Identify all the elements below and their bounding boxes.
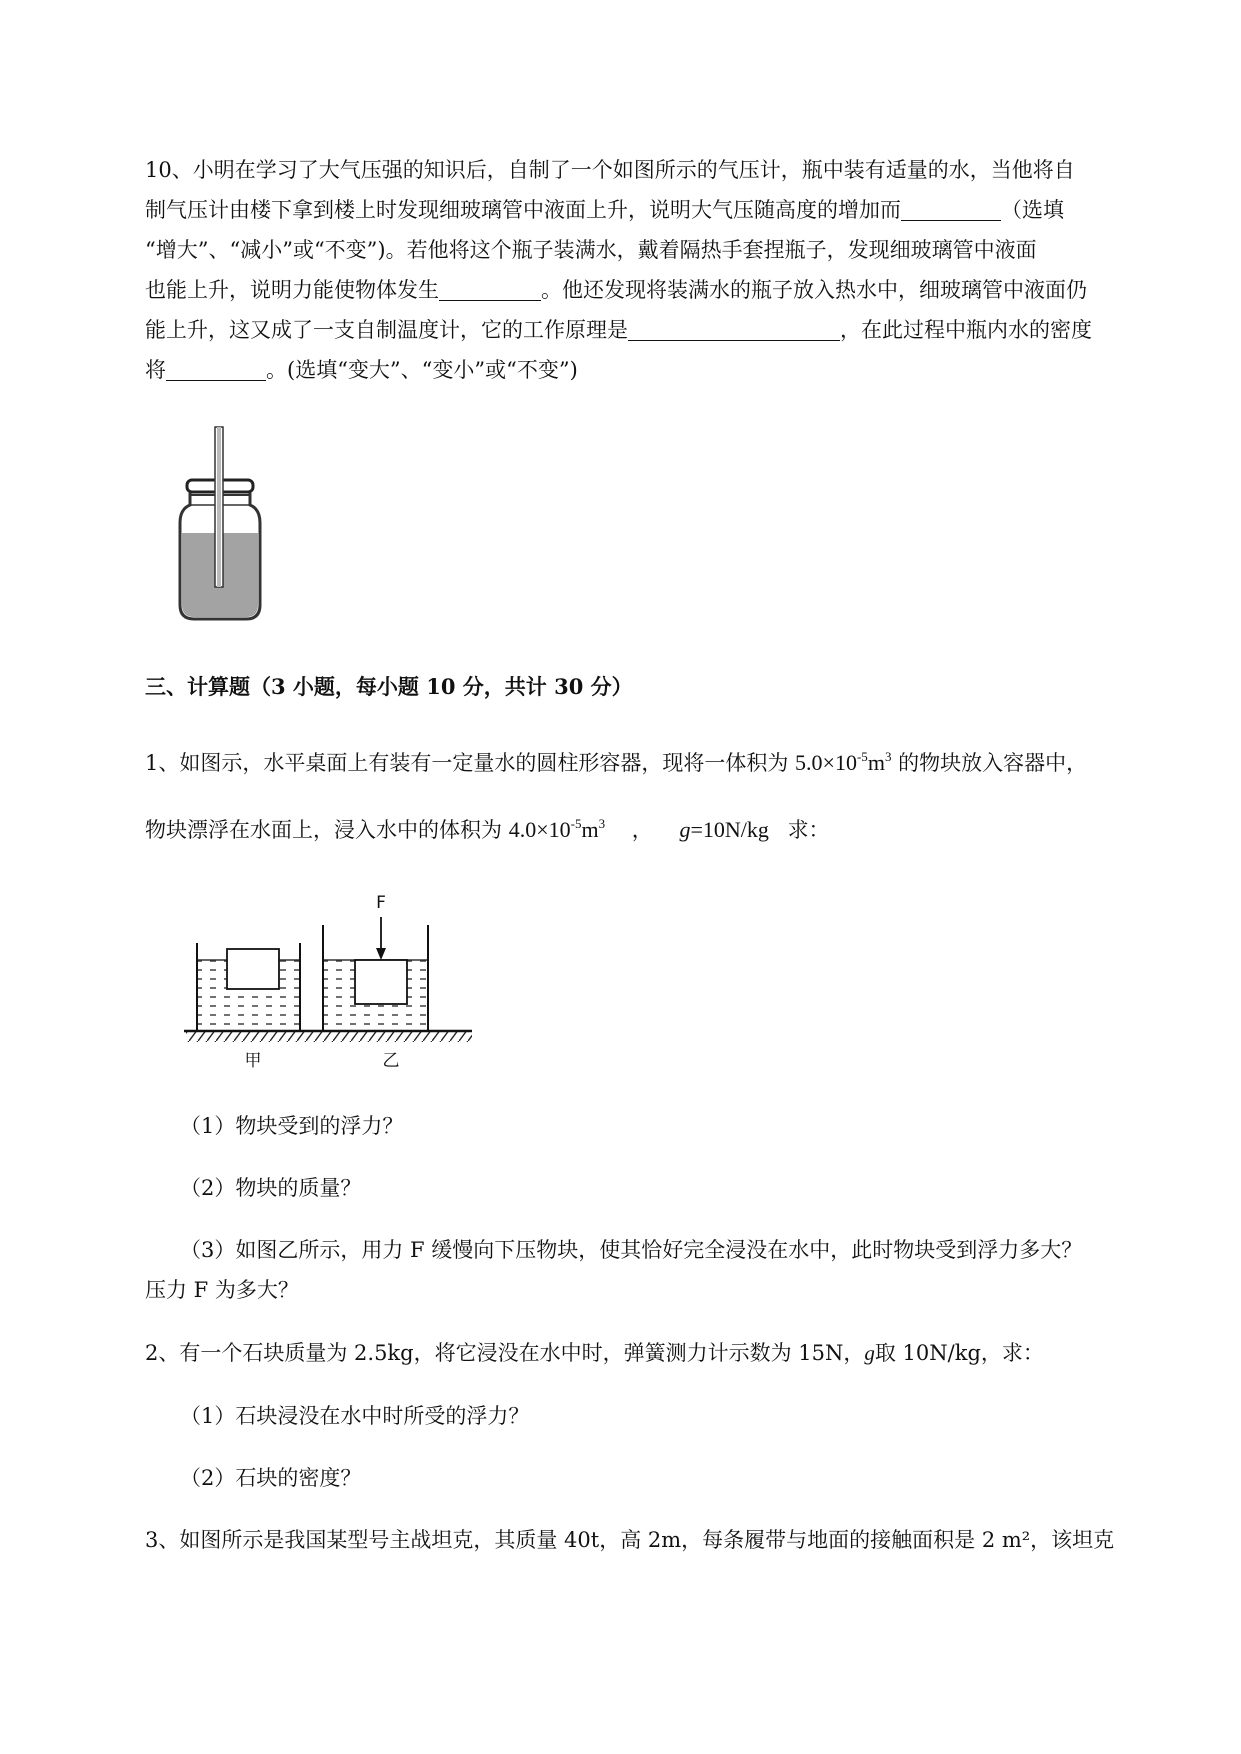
floating-block (227, 949, 279, 989)
section-heading: 三、计算题（3 小题，每小题 10 分，共计 30 分） (145, 674, 633, 699)
q10-line4-text: 也能上升，说明力能使物体发生 (145, 278, 439, 302)
q10-line4-text-end: 。他还发现将装满水的瓶子放入热水中，细玻璃管中液面仍 (541, 278, 1087, 302)
volume-expression-2 (509, 817, 605, 842)
force-arrow-head (376, 948, 386, 960)
ground-hatch (186, 1031, 472, 1042)
q10-line2-text: 制气压计由楼下拿到楼上时发现细玻璃管中液面上升，说明大气压随高度的增加而 (145, 198, 901, 222)
q10-line4 (145, 275, 1087, 305)
p1-line1-text: 1、如图示，水平桌面上有装有一定量水的圆柱形容器，现将一体积为 (145, 751, 789, 775)
barometer-bottle-figure (170, 425, 270, 625)
volume-expression-1 (795, 750, 891, 775)
gravity-symbol: g (679, 817, 691, 842)
answer-blank[interactable] (901, 196, 1001, 221)
answer-blank[interactable] (166, 356, 266, 381)
p1-sub1: （1）物块受到的浮力？ (180, 1114, 404, 1138)
glass-tube-liquid (217, 427, 221, 587)
p1-line2-text-end: 求： (787, 818, 830, 842)
q10-line5-text: 能上升，这又成了一支自制温度计，它的工作原理是 (145, 318, 628, 342)
q10-line5 (145, 315, 1092, 345)
p2-sub1: （1）石块浸没在水中时所受的浮力？ (180, 1404, 530, 1428)
force-label: F (376, 893, 386, 913)
answer-blank[interactable] (439, 276, 541, 301)
volume-base: 4.0×10 (508, 817, 571, 842)
figure-label-left: 甲 (244, 1051, 262, 1071)
p2-line (145, 1338, 1044, 1368)
figure-label-right: 乙 (382, 1051, 400, 1071)
volume-unit: m (867, 750, 885, 775)
volume-unit-exponent: 3 (884, 749, 892, 764)
q10-line3: “增大”、“减小”或“不变”)。若他将这个瓶子装满水，戴着隔热手套捏瓶子，发现细玻璃管中液面 (145, 238, 1037, 262)
p2-line-text: 2、有一个石块质量为 2.5kg，将它浸没在水中时，弹簧测力计示数为 15N， (145, 1341, 865, 1365)
p1-line1-text-end: 的物块放入容器中， (898, 751, 1088, 775)
p1-sub3-line1: （3）如图乙所示，用力 F 缓慢向下压物块，使其恰好完全浸没在水中，此时物块受到浮力多大？ (180, 1238, 1083, 1262)
volume-exponent: -5 (570, 816, 582, 831)
volume-exponent: -5 (856, 749, 868, 764)
q10-line2 (145, 195, 1064, 225)
p1-line2-text: 物块漂浮在水面上，浸入水中的体积为 (145, 818, 502, 842)
p1-sub2: （2）物块的质量？ (180, 1176, 362, 1200)
volume-unit-exponent: 3 (598, 816, 606, 831)
answer-blank[interactable] (628, 316, 840, 341)
submerged-block (355, 960, 407, 1004)
q10-line1: 10、小明在学习了大气压强的知识后，自制了一个如图所示的气压计，瓶中装有适量的水，当他将自 (145, 158, 1075, 182)
p1-sub3-line2: 压力 F 为多大？ (145, 1278, 299, 1302)
q10-line5-text-end: ，在此过程中瓶内水的密度 (840, 318, 1092, 342)
p1-line1 (145, 748, 1087, 781)
container-figure (180, 885, 480, 1075)
q10-line6-text-end: 。(选填“变大”、“变小”或“不变”) (266, 358, 578, 382)
volume-base: 5.0×10 (795, 750, 857, 775)
q10-line2-text-end: （选填 (1001, 198, 1064, 222)
p2-sub2: （2）石块的密度？ (180, 1466, 362, 1490)
equals-sign: = (690, 817, 703, 842)
q10-line6 (145, 355, 578, 385)
gravity-expression (679, 817, 768, 842)
p2-line-text-end: 取 10N/kg，求： (874, 1341, 1044, 1365)
volume-unit: m (581, 817, 599, 842)
separator: ， (631, 818, 653, 842)
q10-line6-text: 将 (145, 358, 166, 382)
p1-line2 (145, 815, 830, 848)
p3-line: 3、如图所示是我国某型号主战坦克，其质量 40t，高 2m，每条履带与地面的接触面积是 2 m²，该坦克 (145, 1528, 1115, 1552)
gravity-value: 10N/kg (702, 817, 769, 842)
gravity-symbol: g (864, 1341, 875, 1365)
